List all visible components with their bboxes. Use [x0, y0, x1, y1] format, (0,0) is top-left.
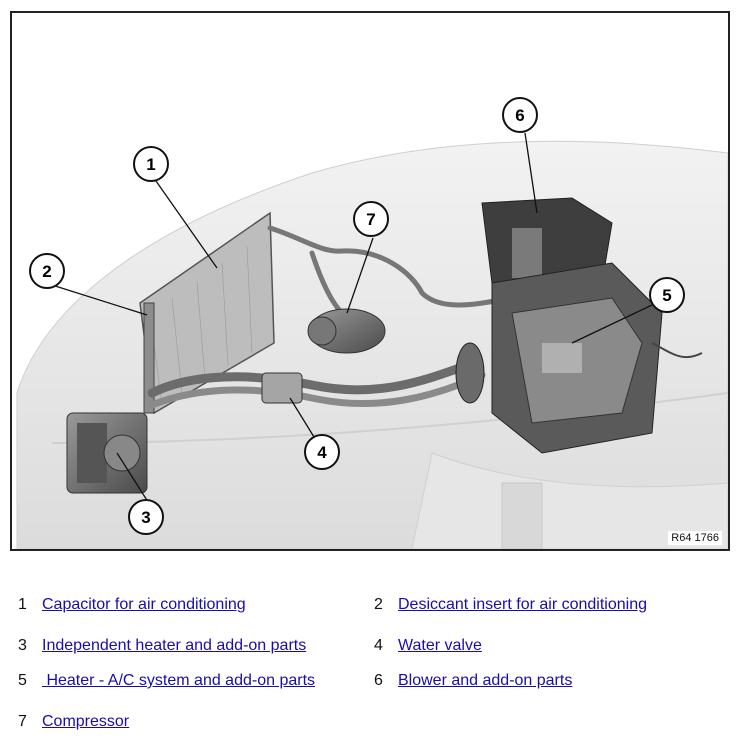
callout-5: [650, 278, 684, 312]
callout-6: [503, 98, 537, 132]
callout-3: [129, 500, 163, 534]
svg-text:6: 6: [515, 106, 525, 125]
legend-item-5: 5 Heater - A/C system and add-on parts: [18, 672, 316, 689]
legend-link-3[interactable]: Independent heater and add-on parts: [42, 637, 307, 654]
svg-text:5: 5: [662, 286, 672, 305]
legend-link-7[interactable]: Compressor: [42, 713, 130, 730]
legend-item-7: 7 Compressor: [18, 713, 130, 730]
callout-2: [30, 254, 64, 288]
legend-link-2[interactable]: Desiccant insert for air conditioning: [398, 596, 648, 613]
svg-text:1: 1: [146, 155, 156, 174]
legend-link-5[interactable]: Heater - A/C system and add-on parts: [42, 672, 316, 689]
svg-text:2: 2: [42, 262, 52, 281]
vehicle-pillar: [502, 483, 542, 549]
legend-item-6: 6 Blower and add-on parts: [374, 672, 573, 689]
legend-link-1[interactable]: Capacitor for air conditioning: [42, 596, 246, 613]
legend-item-1: 1 Capacitor for air conditioning: [18, 596, 246, 613]
legend-item-2: 2 Desiccant insert for air conditioning: [374, 596, 648, 613]
callout-1: [134, 147, 168, 181]
legend-link-4[interactable]: Water valve: [398, 637, 482, 654]
legend-link-6[interactable]: Blower and add-on parts: [398, 672, 573, 689]
diagram-illustration: [12, 13, 728, 549]
callout-7: [354, 202, 388, 236]
svg-text:4: 4: [317, 443, 327, 462]
legend-item-4: 4 Water valve: [374, 637, 482, 654]
callout-4: [305, 435, 339, 469]
svg-text:3: 3: [141, 508, 151, 527]
diagram-figure: [10, 11, 730, 551]
figure-code: R64 1766: [668, 531, 722, 545]
water-valve-part: [262, 373, 302, 403]
legend-item-3: 3 Independent heater and add-on parts: [18, 637, 307, 654]
svg-text:7: 7: [366, 210, 376, 229]
